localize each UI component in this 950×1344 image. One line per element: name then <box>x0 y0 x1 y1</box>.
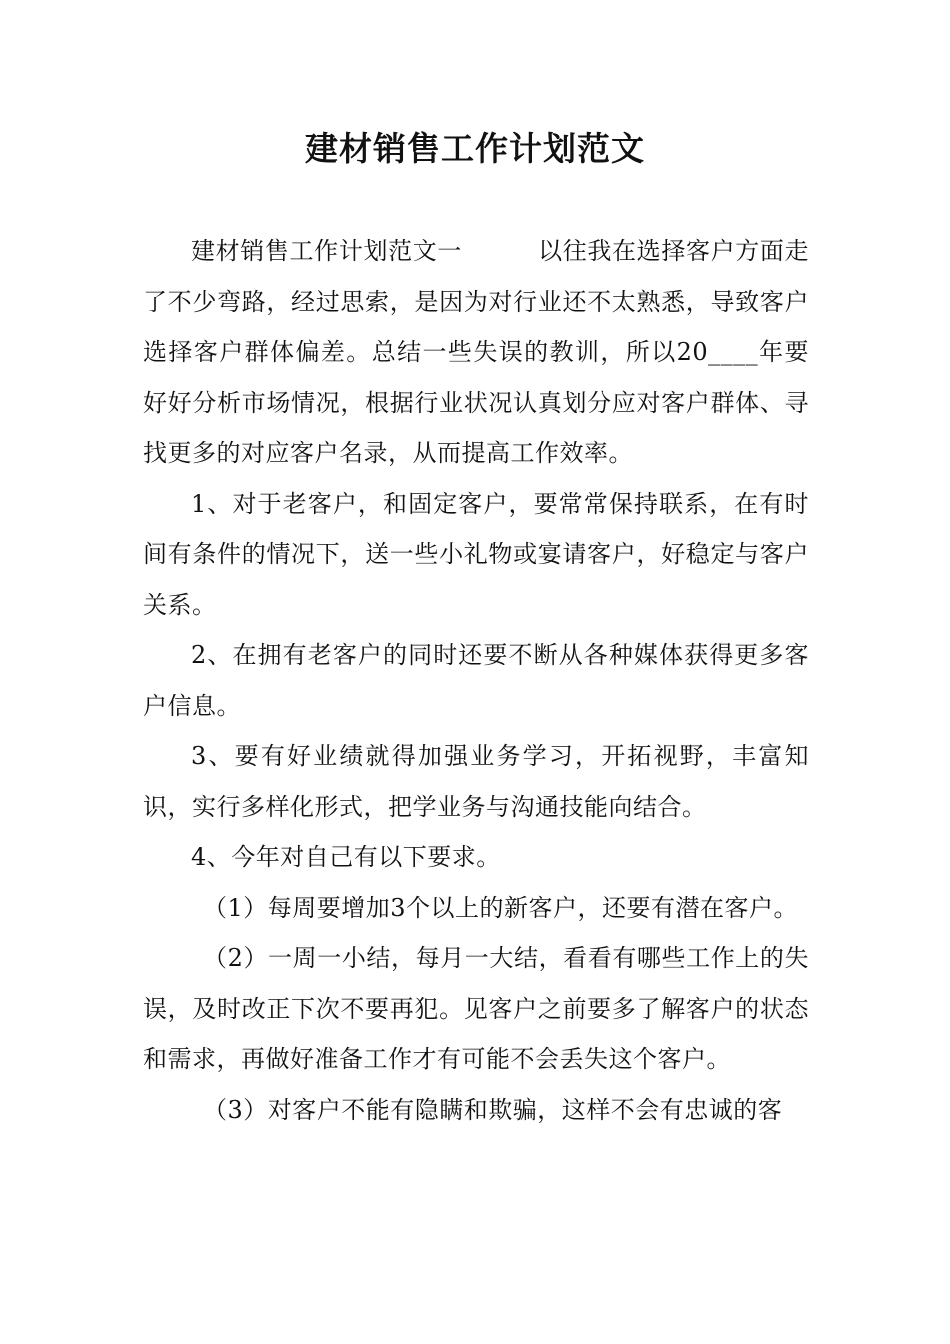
paragraph-item-1: 1、对于老客户，和固定客户，要常常保持联系，在有时间有条件的情况下，送一些小礼物或宴请客户，好稳定与客户关系。 <box>143 489 809 619</box>
intro-heading: 建材销售工作计划范文一 <box>191 237 462 265</box>
document-title: 建材销售工作计划范文 <box>305 129 645 168</box>
intro-paragraph <box>143 226 809 479</box>
document-body <box>143 226 809 1135</box>
paragraph-item-2: 2、在拥有老客户的同时还要不断从各种媒体获得更多客户信息。 <box>143 641 809 720</box>
paragraph-item-4: 4、今年对自己有以下要求。 <box>191 843 501 871</box>
sub-item-3: （3）对客户不能有隐瞒和欺骗，这样不会有忠诚的客 <box>203 1095 783 1124</box>
paragraph-item-3: 3、要有好业绩就得加强业务学习，开拓视野，丰富知识，实行多样化形式，把学业务与沟通技能向结合。 <box>143 742 809 821</box>
sub-item-2: （2）一周一小结，每月一大结，看看有哪些工作上的失误，及时改正下次不要再犯。见客户之前要多了解客户的状态和需求，再做好准备工作才有可能不会丢失这个客户。 <box>143 944 809 1073</box>
sub-item-1: （1）每周要增加3个以上的新客户，还要有潜在客户。 <box>203 893 799 922</box>
intro-text: 以往我在选择客户方面走了不少弯路，经过思索，是因为对行业还不太熟悉，导致客户选择客户群体偏差。总结一些失误的教训，所以20____年要好好分析市场情况，根据行业状况认真划分应对客户群体、寻找更多的对应客户名录，从而提高工作效率。 <box>143 237 809 467</box>
